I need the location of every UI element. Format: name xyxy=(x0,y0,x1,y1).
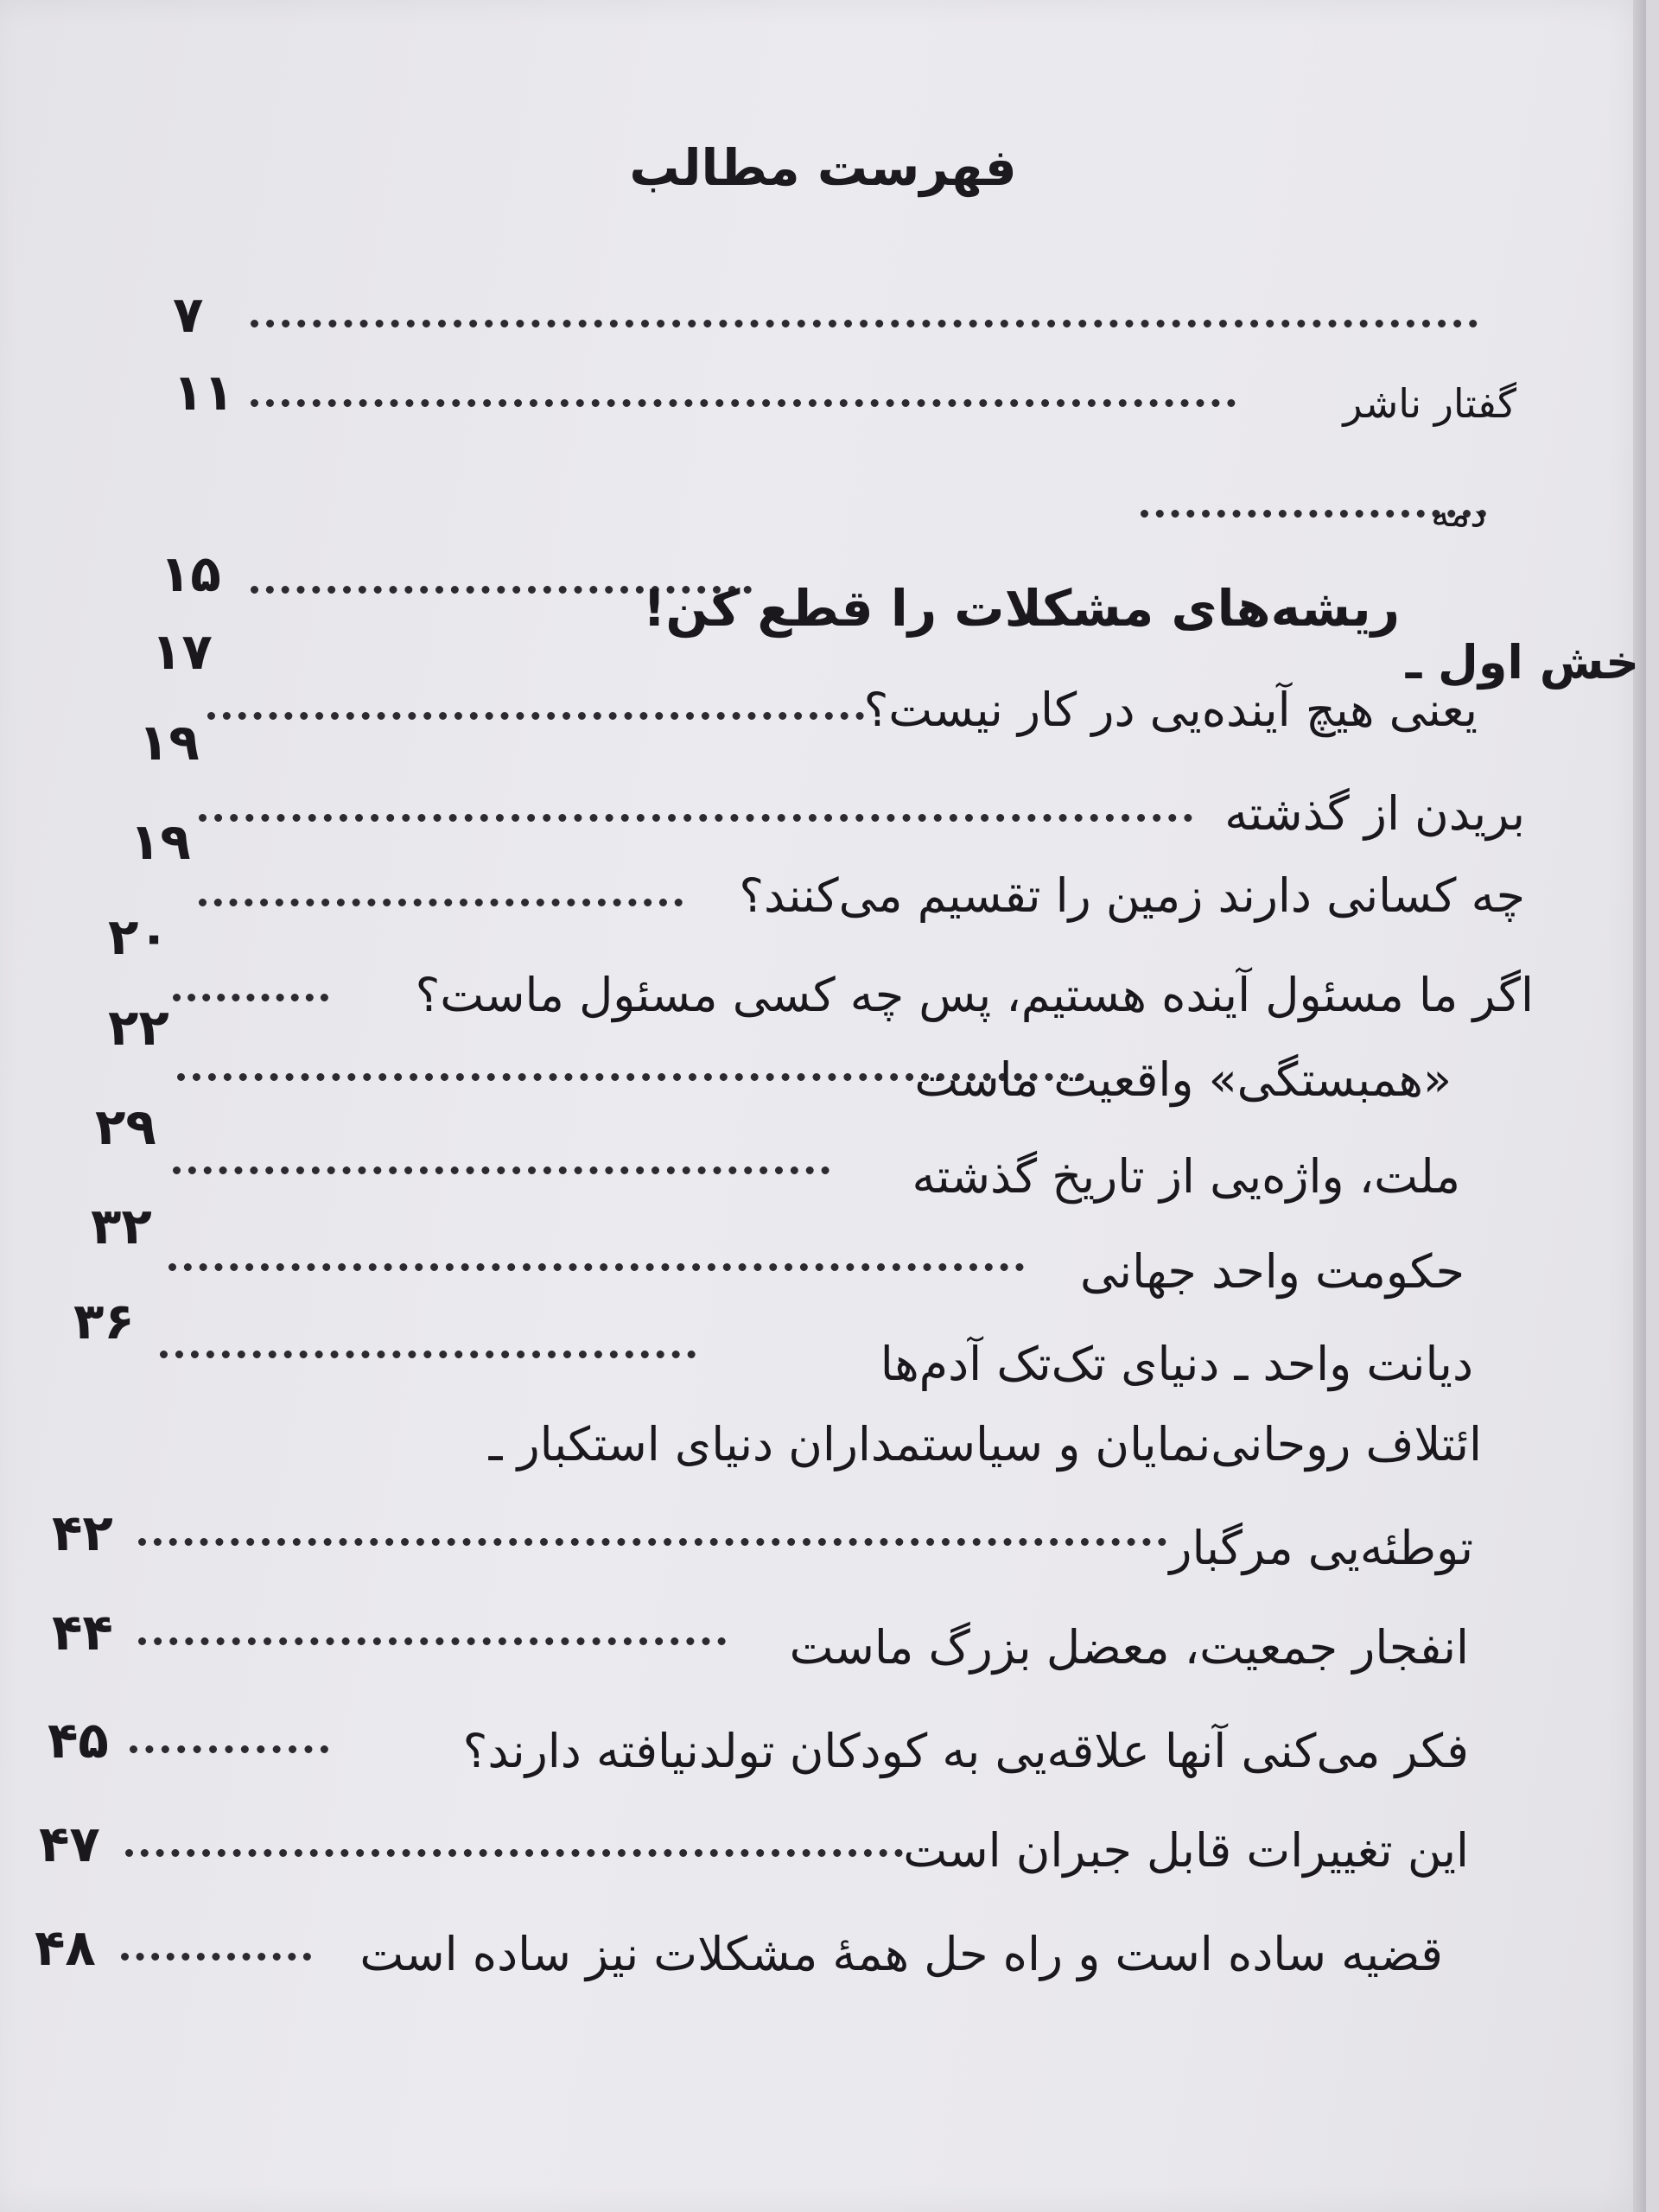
page-number: ۱۷ xyxy=(151,622,213,681)
page-number: ۱۵ xyxy=(160,544,221,603)
leader-dots xyxy=(251,320,1478,327)
leader-dots xyxy=(138,1637,726,1645)
page-number: ۲۹ xyxy=(95,1097,156,1156)
entry-title: حکومت واحد جهانی xyxy=(1080,1244,1465,1299)
page-number: ۱۱ xyxy=(173,363,234,422)
entry-title: «همبستگی» واقعیت ماست xyxy=(914,1052,1452,1107)
page-number: ۷ xyxy=(173,285,204,344)
entry-title: اگر ما مسئول آینده هستیم، پس چه کسی مسئول ماست؟ xyxy=(415,968,1534,1022)
leader-dots xyxy=(130,1745,328,1753)
page-number: ۳۶ xyxy=(73,1292,135,1351)
page-number: ۱۹ xyxy=(130,812,191,871)
page-number: ۴۵ xyxy=(48,1711,109,1770)
page-number: ۴۷ xyxy=(39,1815,100,1873)
entry-title: ملت، واژه‌یی از تاریخ گذشته xyxy=(912,1149,1460,1204)
leader-dots xyxy=(173,1166,830,1174)
entry-title: دمه xyxy=(1431,493,1486,535)
leader-dots xyxy=(125,1849,903,1857)
entry-title: توطئه‌یی مرگبار xyxy=(1169,1521,1473,1575)
leader-dots xyxy=(168,1263,1024,1271)
toc-entry xyxy=(0,1914,1646,2052)
leader-dots xyxy=(138,1538,1166,1546)
page-number: ۲۰ xyxy=(108,907,169,966)
page-number: ۲۲ xyxy=(108,998,169,1057)
entry-title: قضیه ساده است و راه حل همهٔ مشکلات نیز ساده است xyxy=(359,1927,1443,1981)
page-title: فهرست مطالب xyxy=(629,138,1017,197)
entry-title: یعنی هیچ آینده‌یی در کار نیست؟ xyxy=(863,683,1478,737)
entry-title: این تغییرات قابل جبران است xyxy=(903,1823,1469,1878)
entry-title: ائتلاف روحانی‌نمایان و سیاستمداران دنیای استکبار ـ xyxy=(488,1417,1482,1471)
entry-title: گفتار ناشر xyxy=(1343,380,1516,427)
entry-title: بریدن از گذشته xyxy=(1224,786,1525,841)
page-number: ۱۹ xyxy=(138,713,200,772)
entry-title: انفجار جمعیت، معضل بزرگ ماست xyxy=(789,1620,1469,1675)
entry-title: ریشه‌های مشکلات را قطع کن! xyxy=(642,579,1400,638)
entry-title: دیانت واحد ـ دنیای تک‌تک آدم‌ها xyxy=(880,1337,1473,1391)
page-number: ۴۸ xyxy=(35,1918,96,1977)
leader-dots xyxy=(121,1953,311,1961)
entry-title: فکر می‌کنی آنها علاقه‌یی به کودکان تولدنیافته دارند؟ xyxy=(462,1724,1469,1778)
part-heading: خش اول ـ xyxy=(1405,635,1639,690)
page-number: ۳۲ xyxy=(91,1197,152,1255)
entry-title: چه کسانی دارند زمین را تقسیم می‌کنند؟ xyxy=(739,868,1525,923)
leader-dots xyxy=(160,1351,696,1358)
page-number: ۴۴ xyxy=(52,1603,113,1662)
leader-dots xyxy=(251,399,1236,407)
page-number: ۴۲ xyxy=(52,1503,113,1562)
